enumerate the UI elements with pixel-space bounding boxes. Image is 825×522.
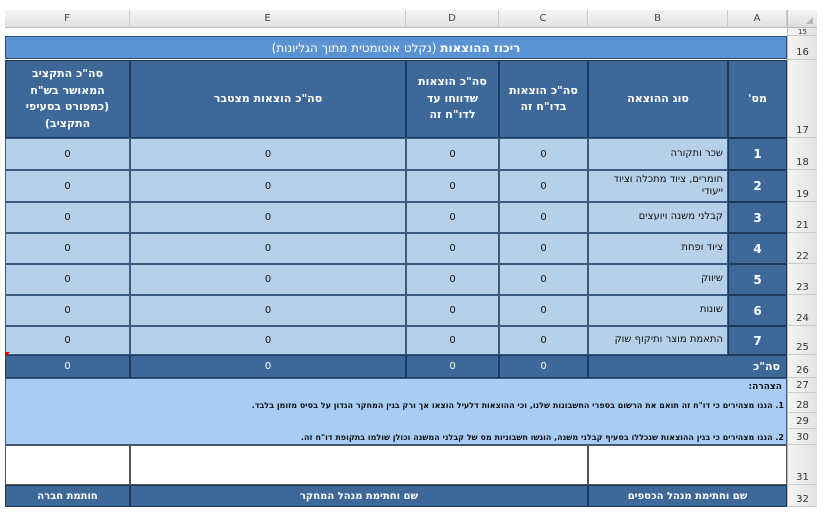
total-cumulative[interactable]: 0 bbox=[130, 355, 406, 378]
row-header-26[interactable]: 26 bbox=[787, 355, 817, 378]
row-header-27[interactable]: 27 bbox=[787, 378, 817, 393]
cell-to-date-6[interactable]: 0 bbox=[406, 295, 499, 326]
research-manager-signature-box[interactable] bbox=[130, 445, 588, 485]
header-budget[interactable]: סה"כ התקציב המאושר בש"ח (כמפורט בסעיפי התקציב) bbox=[5, 60, 130, 138]
header-report-expenses[interactable]: סה"כ הוצאות בדו"ח זה bbox=[499, 60, 588, 138]
row-header-22[interactable]: 22 bbox=[787, 233, 817, 264]
company-stamp-box[interactable] bbox=[5, 445, 130, 485]
declaration-block[interactable] bbox=[5, 378, 787, 445]
summary-title-rest: (נקלט אוטומטית מתוך הגליונות) bbox=[271, 41, 441, 55]
cell-cumulative-1[interactable]: 0 bbox=[130, 138, 406, 170]
cell-to-date-5[interactable]: 0 bbox=[406, 264, 499, 295]
finance-manager-signature-box[interactable] bbox=[588, 445, 787, 485]
company-stamp-label: חותמת חברה bbox=[5, 485, 130, 507]
cell-budget-7[interactable]: 0 bbox=[5, 326, 130, 355]
column-header-a[interactable]: A bbox=[728, 10, 787, 28]
column-header-f[interactable]: F bbox=[5, 10, 130, 28]
row-header-19[interactable]: 19 bbox=[787, 170, 817, 202]
cell-report-1[interactable]: 0 bbox=[499, 138, 588, 170]
cell-budget-1[interactable]: 0 bbox=[5, 138, 130, 170]
header-expense-type[interactable]: סוג ההוצאה bbox=[588, 60, 728, 138]
cell-number-4[interactable]: 4 bbox=[728, 233, 787, 264]
cell-report-3[interactable]: 0 bbox=[499, 202, 588, 233]
declaration-line-2: 2. הננו מצהירים כי בגין ההוצאות שנכללו בסעיף קבלני משנה, הוגשו חשבוניות מס של קבלני המשנה וכולן שולמו בתקופת דו"ח זה. bbox=[300, 433, 784, 442]
summary-title-bold: ריכוז ההוצאות bbox=[440, 41, 521, 55]
column-header-c[interactable]: C bbox=[499, 10, 588, 28]
total-report[interactable]: 0 bbox=[499, 355, 588, 378]
row-header-15[interactable]: 15 bbox=[787, 28, 817, 36]
row-header-32[interactable]: 32 bbox=[787, 485, 817, 507]
row-header-18[interactable]: 18 bbox=[787, 138, 817, 170]
cell-number-1[interactable]: 1 bbox=[728, 138, 787, 170]
row-header-28[interactable]: 28 bbox=[787, 393, 817, 413]
comment-indicator-icon bbox=[5, 352, 10, 357]
header-cumulative[interactable]: סה"כ הוצאות מצטבר bbox=[130, 60, 406, 138]
research-manager-label: שם וחתימת מנהל המחקר bbox=[130, 485, 588, 507]
row-header-23[interactable]: 23 bbox=[787, 264, 817, 295]
row-header-24[interactable]: 24 bbox=[787, 295, 817, 326]
row-header-21[interactable]: 21 bbox=[787, 202, 817, 233]
cell-cumulative-7[interactable]: 0 bbox=[130, 326, 406, 355]
cell-budget-3[interactable]: 0 bbox=[5, 202, 130, 233]
cell-cumulative-2[interactable]: 0 bbox=[130, 170, 406, 202]
cell-number-2[interactable]: 2 bbox=[728, 170, 787, 202]
cell-report-7[interactable]: 0 bbox=[499, 326, 588, 355]
cell-type-7[interactable]: התאמת מוצר ותיקוף שוק bbox=[588, 326, 728, 355]
total-budget[interactable]: 0 bbox=[5, 355, 130, 378]
cell-budget-2[interactable]: 0 bbox=[5, 170, 130, 202]
cell-number-7[interactable]: 7 bbox=[728, 326, 787, 355]
cell-type-6[interactable]: שונות bbox=[588, 295, 728, 326]
header-number[interactable]: מס' bbox=[728, 60, 787, 138]
cell-budget-5[interactable]: 0 bbox=[5, 264, 130, 295]
row-header-31[interactable]: 31 bbox=[787, 445, 817, 485]
row-header-17[interactable]: 17 bbox=[787, 60, 817, 138]
cell-report-5[interactable]: 0 bbox=[499, 264, 588, 295]
row-header-25[interactable]: 25 bbox=[787, 326, 817, 355]
cell-report-2[interactable]: 0 bbox=[499, 170, 588, 202]
finance-manager-label: שם וחתימת מנהל הכספים bbox=[588, 485, 787, 507]
declaration-line-1: 1. הננו מצהירים כי דו"ח זה תואם את הרשום בספרי החשבונות שלנו, וכי ההוצאות דלעיל הוצאו אך ורק בגין המחקר הנדון על בסיס מזומן בלבד. bbox=[251, 401, 784, 410]
cell-type-3[interactable]: קבלני משנה ויועצים bbox=[588, 202, 728, 233]
cell-type-2[interactable]: חומרים, ציוד מתכלה וציוד ייעודי bbox=[588, 170, 728, 202]
cell-type-1[interactable]: שכר ותקורה bbox=[588, 138, 728, 170]
cell-to-date-1[interactable]: 0 bbox=[406, 138, 499, 170]
header-reported-to-date[interactable]: סה"כ הוצאות שדווחו עד לדו"ח זה bbox=[406, 60, 499, 138]
cell-to-date-4[interactable]: 0 bbox=[406, 233, 499, 264]
column-header-d[interactable]: D bbox=[406, 10, 499, 28]
cell-budget-6[interactable]: 0 bbox=[5, 295, 130, 326]
row-header-29[interactable]: 29 bbox=[787, 413, 817, 429]
cell-cumulative-5[interactable]: 0 bbox=[130, 264, 406, 295]
cell-number-6[interactable]: 6 bbox=[728, 295, 787, 326]
total-to-date[interactable]: 0 bbox=[406, 355, 499, 378]
cell-number-5[interactable]: 5 bbox=[728, 264, 787, 295]
cell-cumulative-3[interactable]: 0 bbox=[130, 202, 406, 233]
summary-title[interactable] bbox=[5, 36, 787, 59]
column-header-e[interactable]: E bbox=[130, 10, 406, 28]
row-header-30[interactable]: 30 bbox=[787, 429, 817, 445]
cell-number-3[interactable]: 3 bbox=[728, 202, 787, 233]
declaration-heading: הצהרה: bbox=[748, 382, 782, 392]
cell-report-4[interactable]: 0 bbox=[499, 233, 588, 264]
cell-report-6[interactable]: 0 bbox=[499, 295, 588, 326]
total-label[interactable]: סה"כ bbox=[588, 355, 787, 378]
row-header-16[interactable]: 16 bbox=[787, 36, 817, 60]
cell-to-date-7[interactable]: 0 bbox=[406, 326, 499, 355]
cell-to-date-2[interactable]: 0 bbox=[406, 170, 499, 202]
cell-cumulative-4[interactable]: 0 bbox=[130, 233, 406, 264]
cell-type-5[interactable]: שיווק bbox=[588, 264, 728, 295]
cell-cumulative-6[interactable]: 0 bbox=[130, 295, 406, 326]
cell-to-date-3[interactable]: 0 bbox=[406, 202, 499, 233]
column-header-b[interactable]: B bbox=[588, 10, 728, 28]
cell-budget-4[interactable]: 0 bbox=[5, 233, 130, 264]
select-all-corner[interactable] bbox=[787, 10, 817, 28]
select-all-icon bbox=[806, 17, 813, 24]
cell-type-4[interactable]: ציוד ופחת bbox=[588, 233, 728, 264]
